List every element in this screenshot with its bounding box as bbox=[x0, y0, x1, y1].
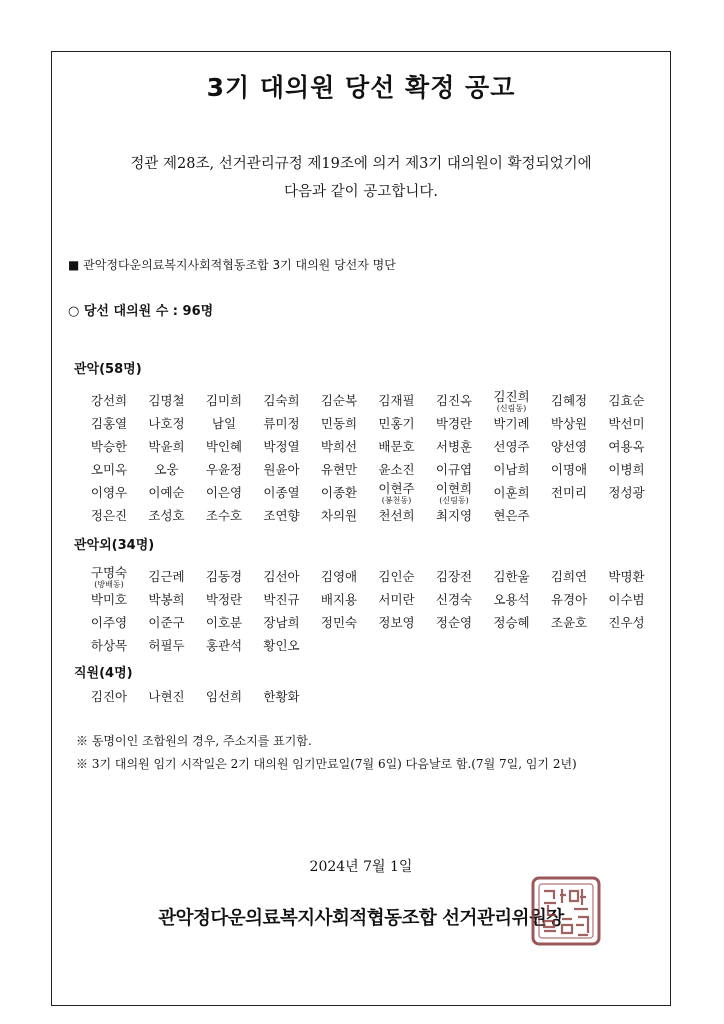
member-name bbox=[483, 616, 541, 630]
member-name-text: 김장전 bbox=[435, 569, 473, 584]
member-name bbox=[80, 593, 138, 607]
member-name bbox=[195, 616, 253, 630]
member-name bbox=[310, 593, 368, 607]
member-name-text: 윤소진 bbox=[378, 462, 415, 477]
member-name-text: 이예순 bbox=[148, 485, 185, 500]
member-name bbox=[138, 394, 196, 408]
member-name bbox=[80, 440, 138, 454]
member-name-text: 민동희 bbox=[320, 416, 358, 431]
member-name bbox=[310, 616, 368, 630]
member-name-text: 박미호 bbox=[90, 592, 128, 607]
member-name bbox=[483, 463, 541, 477]
member-name-text: 이훈희 bbox=[493, 485, 530, 500]
member-name-text: 정은진 bbox=[90, 508, 128, 523]
member-name-text: 김숙희 bbox=[263, 393, 300, 408]
intro-line-1: 정관 제28조, 선거관리규정 제19조에 의거 제3기 대의원이 확정되었기에 bbox=[130, 156, 592, 172]
member-name-text: 박명환 bbox=[608, 569, 645, 584]
member-name-text: 차의원 bbox=[320, 508, 358, 523]
member-name bbox=[540, 463, 598, 477]
member-name-text: 이종환 bbox=[320, 485, 358, 500]
member-name bbox=[253, 570, 311, 584]
member-name bbox=[483, 486, 541, 500]
list-heading-text: 관악정다운의료복지사회적협동조합 3기 대의원 당선자 명단 bbox=[83, 258, 396, 272]
member-name-text: 김동경 bbox=[205, 569, 243, 584]
official-seal-icon bbox=[530, 875, 602, 947]
elected-count bbox=[68, 300, 213, 319]
member-name bbox=[138, 639, 196, 653]
member-name-text: 김혜정 bbox=[550, 393, 588, 408]
member-name bbox=[368, 593, 426, 607]
member-name bbox=[368, 509, 426, 523]
member-name bbox=[195, 639, 253, 653]
circle-bullet-icon: ○ bbox=[68, 304, 80, 319]
member-name bbox=[138, 570, 196, 584]
member-name-text: 구명숙 bbox=[90, 565, 128, 580]
member-name-text: 이남희 bbox=[493, 462, 530, 477]
member-name-text: 김재필 bbox=[378, 393, 415, 408]
member-name bbox=[368, 482, 426, 505]
member-name-text: 류미정 bbox=[263, 416, 300, 431]
member-name-text: 배지용 bbox=[320, 592, 358, 607]
member-name bbox=[80, 616, 138, 630]
member-name bbox=[425, 616, 483, 630]
member-name-text: 박정열 bbox=[263, 439, 300, 454]
member-name-text: 선영주 bbox=[493, 439, 530, 454]
member-name bbox=[483, 390, 541, 413]
member-name bbox=[80, 509, 138, 523]
member-name bbox=[540, 570, 598, 584]
member-name-text: 한황화 bbox=[263, 689, 300, 704]
member-name bbox=[598, 440, 656, 454]
member-name bbox=[598, 593, 656, 607]
member-name-text: 황인오 bbox=[263, 638, 300, 653]
member-name bbox=[138, 593, 196, 607]
issue-date: 2024년 7월 1일 bbox=[309, 859, 413, 875]
member-name bbox=[540, 417, 598, 431]
member-name bbox=[425, 417, 483, 431]
member-name bbox=[368, 463, 426, 477]
member-name bbox=[253, 509, 311, 523]
member-name-text: 김미희 bbox=[205, 393, 243, 408]
list-heading bbox=[68, 256, 396, 273]
member-name bbox=[80, 690, 138, 704]
group-label-staff: 직원(4명) bbox=[74, 666, 133, 681]
member-name-text: 이수범 bbox=[608, 592, 645, 607]
member-name bbox=[425, 509, 483, 523]
member-name bbox=[253, 417, 311, 431]
member-name bbox=[368, 570, 426, 584]
member-name bbox=[195, 417, 253, 431]
intro-line-2: 다음과 같이 공고합니다. bbox=[284, 184, 438, 200]
member-name bbox=[253, 639, 311, 653]
member-name bbox=[195, 690, 253, 704]
member-name-text: 김순복 bbox=[320, 393, 358, 408]
member-name bbox=[138, 417, 196, 431]
member-name bbox=[483, 417, 541, 431]
member-name-text: 민홍기 bbox=[378, 416, 415, 431]
member-name-text: 천선희 bbox=[378, 508, 415, 523]
member-name bbox=[80, 486, 138, 500]
member-name bbox=[80, 463, 138, 477]
member-name-text: 이은영 bbox=[205, 485, 243, 500]
member-name-text: 원윤아 bbox=[263, 462, 300, 477]
member-name bbox=[80, 639, 138, 653]
member-name bbox=[598, 394, 656, 408]
member-name-text: 김진아 bbox=[90, 689, 128, 704]
member-name bbox=[253, 394, 311, 408]
member-name bbox=[253, 440, 311, 454]
member-name bbox=[80, 417, 138, 431]
member-name-text: 양선영 bbox=[550, 439, 588, 454]
member-name bbox=[80, 394, 138, 408]
member-address-note: (방배동) bbox=[94, 580, 124, 589]
member-name-text: 김인순 bbox=[378, 569, 415, 584]
member-name-text: 박희선 bbox=[320, 439, 358, 454]
member-name-text: 유경아 bbox=[550, 592, 588, 607]
member-name-text: 박윤희 bbox=[148, 439, 185, 454]
member-name-text: 이호분 bbox=[205, 615, 243, 630]
member-name-text: 박선미 bbox=[608, 416, 645, 431]
note-2: ※ 3기 대의원 임기 시작일은 2기 대의원 임기만료일(7월 6일) 다음날로 함.(7월 7일, 임기 2년) bbox=[76, 757, 577, 771]
member-name bbox=[195, 593, 253, 607]
member-name bbox=[195, 394, 253, 408]
member-address-note: (봉천동) bbox=[381, 496, 412, 505]
member-name-text: 정민숙 bbox=[320, 615, 358, 630]
member-name bbox=[540, 394, 598, 408]
member-name-text: 박승한 bbox=[90, 439, 128, 454]
member-name bbox=[540, 616, 598, 630]
member-name-text: 이종열 bbox=[263, 485, 300, 500]
member-name-text: 조성호 bbox=[148, 508, 185, 523]
member-name bbox=[195, 570, 253, 584]
member-name bbox=[540, 440, 598, 454]
member-name-text: 김근례 bbox=[148, 569, 185, 584]
member-name-text: 조연향 bbox=[263, 508, 300, 523]
member-name-text: 김홍열 bbox=[90, 416, 128, 431]
member-name-text: 박경란 bbox=[435, 416, 473, 431]
member-name bbox=[253, 616, 311, 630]
member-name-text: 나현진 bbox=[148, 689, 185, 704]
member-name-text: 장남희 bbox=[263, 615, 300, 630]
member-name-text: 김희연 bbox=[550, 569, 588, 584]
member-name bbox=[138, 463, 196, 477]
member-name-text: 오미옥 bbox=[90, 462, 128, 477]
member-name bbox=[483, 570, 541, 584]
member-name-text: 나호정 bbox=[148, 416, 185, 431]
member-name-text: 유현만 bbox=[320, 462, 358, 477]
member-name bbox=[483, 509, 541, 523]
member-name bbox=[195, 509, 253, 523]
member-name bbox=[540, 486, 598, 500]
intro-paragraph bbox=[52, 150, 670, 206]
member-name bbox=[598, 570, 656, 584]
member-name-text: 임선희 bbox=[205, 689, 243, 704]
group-label-outside: 관악외(34명) bbox=[74, 538, 155, 553]
member-name-text: 신경숙 bbox=[435, 592, 473, 607]
member-name-text: 진우성 bbox=[608, 615, 645, 630]
member-name bbox=[540, 593, 598, 607]
member-name bbox=[253, 593, 311, 607]
member-address-note: (신림동) bbox=[439, 496, 469, 505]
member-name bbox=[425, 463, 483, 477]
member-name bbox=[310, 463, 368, 477]
member-name-text: 이명애 bbox=[550, 462, 588, 477]
member-address-note: (신림동) bbox=[496, 404, 527, 413]
member-name-text: 김한울 bbox=[493, 569, 530, 584]
member-name-text: 박봉희 bbox=[148, 592, 185, 607]
group-label-gwanak: 관악(58명) bbox=[74, 362, 142, 377]
member-name bbox=[310, 417, 368, 431]
member-name bbox=[138, 440, 196, 454]
member-name-text: 우윤정 bbox=[205, 462, 243, 477]
member-name bbox=[310, 440, 368, 454]
member-name-text: 이현주 bbox=[378, 481, 415, 496]
issuer-name: 관악정다운의료복지사회적협동조합 선거관리위원장 bbox=[158, 908, 564, 929]
member-name-text: 배문호 bbox=[378, 439, 415, 454]
member-name-text: 서미란 bbox=[378, 592, 415, 607]
member-name bbox=[195, 440, 253, 454]
member-name bbox=[368, 616, 426, 630]
member-name-text: 허필두 bbox=[148, 638, 185, 653]
member-name-text: 홍관석 bbox=[205, 638, 243, 653]
member-name bbox=[310, 509, 368, 523]
member-name bbox=[138, 690, 196, 704]
member-name bbox=[425, 570, 483, 584]
member-name bbox=[138, 509, 196, 523]
member-name bbox=[425, 440, 483, 454]
member-name-text: 최지영 bbox=[435, 508, 473, 523]
elected-count-text: 당선 대의원 수 : 96명 bbox=[83, 304, 214, 319]
member-name bbox=[253, 463, 311, 477]
notes bbox=[76, 730, 577, 776]
member-name-text: 조수호 bbox=[205, 508, 243, 523]
member-name-text: 정보영 bbox=[378, 615, 415, 630]
member-name bbox=[253, 690, 311, 704]
member-name-text: 여용옥 bbox=[608, 439, 645, 454]
member-name-text: 오용석 bbox=[493, 592, 530, 607]
member-name bbox=[598, 463, 656, 477]
member-name-text: 정순영 bbox=[435, 615, 473, 630]
member-name-text: 김진옥 bbox=[435, 393, 473, 408]
member-name-text: 이준구 bbox=[148, 615, 185, 630]
member-name bbox=[310, 486, 368, 500]
member-name bbox=[425, 394, 483, 408]
member-name-text: 김효순 bbox=[608, 393, 645, 408]
member-name-text: 정성광 bbox=[608, 485, 645, 500]
member-name bbox=[483, 593, 541, 607]
member-name-text: 박상원 bbox=[550, 416, 588, 431]
member-name-text: 이주영 bbox=[90, 615, 128, 630]
member-name bbox=[598, 486, 656, 500]
member-name-text: 전미리 bbox=[550, 485, 588, 500]
member-name-text: 오웅 bbox=[154, 462, 179, 477]
member-name bbox=[368, 440, 426, 454]
member-name-text: 남일 bbox=[211, 416, 237, 431]
member-name bbox=[483, 440, 541, 454]
member-name bbox=[138, 616, 196, 630]
member-name-text: 김영애 bbox=[320, 569, 358, 584]
page-title: 3기 대의원 당선 확정 공고 bbox=[206, 73, 516, 102]
member-name bbox=[195, 463, 253, 477]
member-name-text: 하상목 bbox=[90, 638, 128, 653]
member-name-text: 박진규 bbox=[263, 592, 300, 607]
member-name bbox=[368, 417, 426, 431]
member-name bbox=[425, 593, 483, 607]
notice-frame bbox=[51, 51, 671, 1006]
member-name bbox=[310, 570, 368, 584]
member-name-text: 이영우 bbox=[90, 485, 128, 500]
member-name-text: 박기례 bbox=[493, 416, 530, 431]
member-name bbox=[310, 394, 368, 408]
member-name-text: 강선희 bbox=[90, 393, 128, 408]
member-name-text: 김선아 bbox=[263, 569, 300, 584]
member-name-text: 조윤호 bbox=[550, 615, 588, 630]
member-name bbox=[195, 486, 253, 500]
member-name bbox=[368, 394, 426, 408]
member-name-text: 서병훈 bbox=[435, 439, 473, 454]
member-name bbox=[138, 486, 196, 500]
member-name-text: 박인혜 bbox=[205, 439, 243, 454]
member-name-text: 정승혜 bbox=[493, 615, 530, 630]
square-bullet-icon: ■ bbox=[68, 258, 80, 272]
member-name bbox=[598, 417, 656, 431]
member-name-text: 현은주 bbox=[493, 508, 530, 523]
member-name-text: 박정란 bbox=[205, 592, 243, 607]
note-1: ※ 동명이인 조합원의 경우, 주소지를 표기함. bbox=[76, 734, 312, 748]
member-name-text: 김진희 bbox=[493, 389, 530, 404]
member-name bbox=[598, 616, 656, 630]
member-name-text: 이현희 bbox=[435, 481, 473, 496]
member-name-text: 이병희 bbox=[608, 462, 645, 477]
member-name bbox=[80, 566, 138, 589]
member-name-text: 김명철 bbox=[148, 393, 185, 408]
member-name-text: 이규엽 bbox=[435, 462, 473, 477]
member-name bbox=[425, 482, 483, 505]
member-name bbox=[253, 486, 311, 500]
